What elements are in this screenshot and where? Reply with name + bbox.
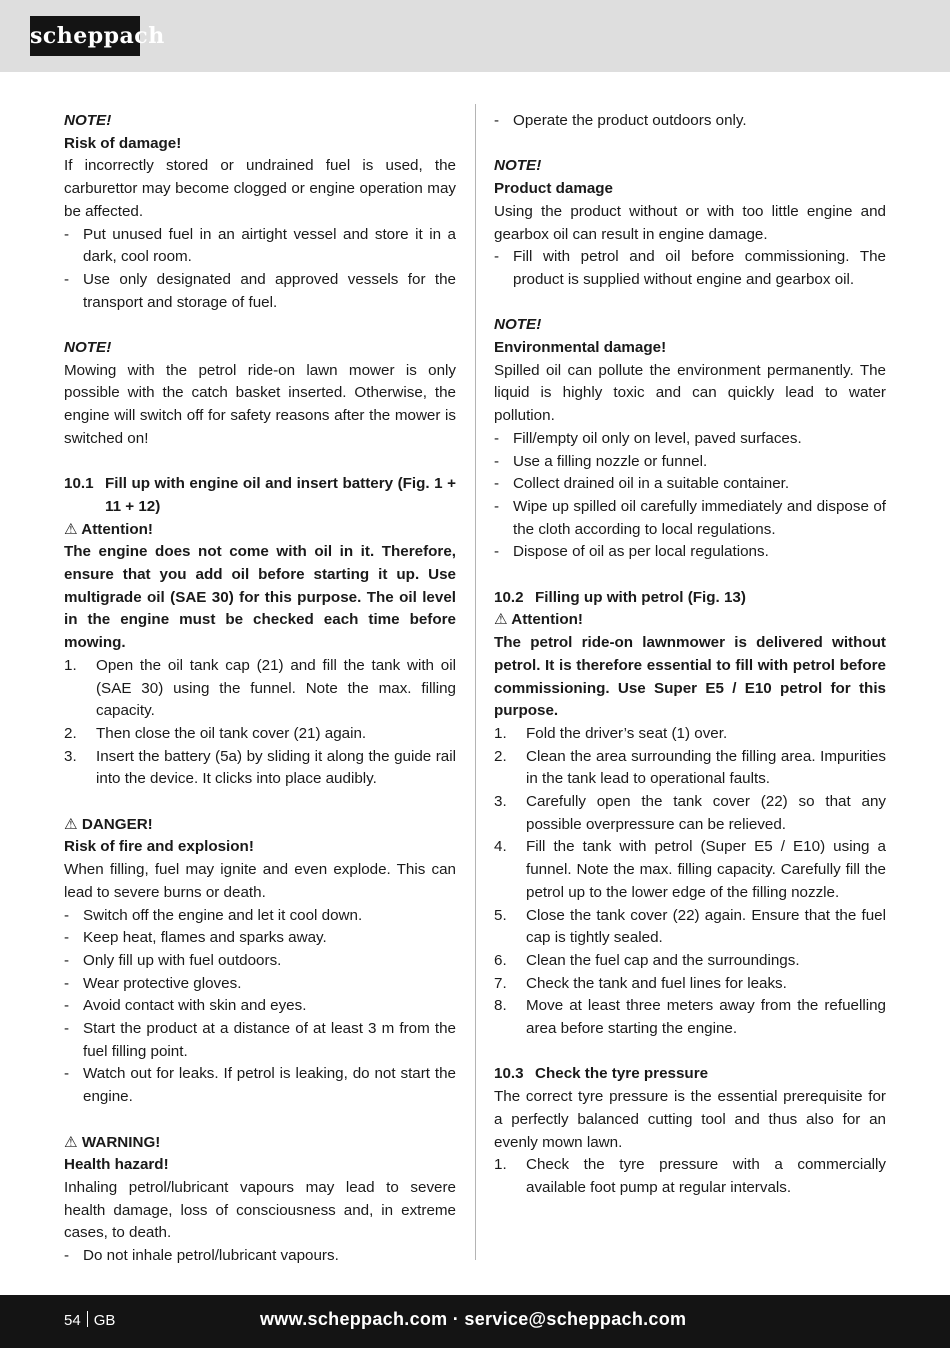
scheppach-logo: scheppach xyxy=(30,16,140,56)
list-item: - Watch out for leaks. If petrol is leaking, do not start the engine. xyxy=(64,1065,456,1106)
note-text: If incorrectly stored or undrained fuel is used, the carburettor may become clogged or engine operation may be affected. xyxy=(64,157,456,220)
step-item: 1. Fold the driver’s seat (1) over. xyxy=(494,724,728,742)
step-item: 4. Fill the tank with petrol (Super E5 / E10) using a funnel. Note the max. filling capacity. Carefully fill the petrol up to the lower edge of the filling nozzle. xyxy=(494,838,886,901)
step-item: 7. Check the tank and fuel lines for leaks. xyxy=(494,974,787,992)
note-label: NOTE! xyxy=(494,157,542,175)
step-item: 1. Check the tyre pressure with a commercially available foot pump at regular intervals. xyxy=(494,1156,886,1196)
note-title: Product damage xyxy=(494,180,613,198)
step-item: 5. Close the tank cover (22) again. Ensure that the fuel cap is tightly sealed. xyxy=(494,906,886,947)
note-label: NOTE! xyxy=(64,339,112,357)
warning-triangle-icon: ⚠ xyxy=(64,815,78,833)
list-item: - Fill with petrol and oil before commissioning. The product is supplied without engine and gearbox oil. xyxy=(494,248,886,288)
right-column xyxy=(494,110,886,1200)
note-text: Using the product without or with too little engine and gearbox oil can result in engine damage. xyxy=(494,202,886,243)
page-header xyxy=(0,0,950,72)
footer-contact: www.scheppach.com · service@scheppach.com xyxy=(260,1309,687,1329)
note-label: NOTE! xyxy=(494,316,542,334)
section-heading-10-3: 10.3 Check the tyre pressure xyxy=(494,1065,709,1083)
list-item: - Start the product at a distance of at least 3 m from the fuel filling point. xyxy=(64,1020,456,1060)
step-item: 6. Clean the fuel cap and the surroundings. xyxy=(494,951,800,969)
note-text: Mowing with the petrol ride-on lawn mower is only possible with the catch basket inserted. Otherwise, the engine will switch off for safety reasons after the mower is switched on! xyxy=(64,361,456,447)
list-item: - Collect drained oil in a suitable container. xyxy=(494,475,790,493)
step-item: 1. Open the oil tank cap (21) and fill the tank with oil (SAE 30) using the funnel. Note the max. filling capacity. xyxy=(64,656,456,720)
section-heading-10-2: 10.2 Filling up with petrol (Fig. 13) xyxy=(494,588,746,606)
danger-label: ⚠ DANGER! xyxy=(64,815,153,833)
step-item: 3. Carefully open the tank cover (22) so that any possible overpressure can be relieved. xyxy=(494,793,886,833)
list-item: - Only fill up with fuel outdoors. xyxy=(64,951,282,969)
note-label: NOTE! xyxy=(64,112,112,129)
note-text: Spilled oil can pollute the environment permanently. The liquid is highly toxic and can quickly lead to water pollution. xyxy=(494,361,886,425)
section-heading-10-1: 10.1 Fill up with engine oil and insert battery (Fig. 1 + 11 + 12) xyxy=(64,475,456,515)
list-item: - Use only designated and approved vessels for the transport and storage of fuel. xyxy=(64,270,456,311)
attention-line: ⚠ Attention! xyxy=(494,611,583,629)
list-item: - Keep heat, flames and sparks away. xyxy=(64,929,327,947)
attention-text: The petrol ride-on lawnmower is delivered without petrol. It is therefore essential to fill with petrol before commissioning. Use Super E5 / E10 petrol for this purpose. xyxy=(494,634,886,720)
list-item: - Put unused fuel in an airtight vessel and store it in a dark, cool room. xyxy=(64,225,456,266)
step-item: 3. Insert the battery (5a) by sliding it along the guide rail into the device. It clicks into place audibly. xyxy=(64,747,456,788)
language-code: GB xyxy=(93,1312,116,1329)
page-number: 54 GB xyxy=(64,1312,116,1329)
list-item: - Switch off the engine and let it cool down. xyxy=(64,906,363,924)
step-item: 2. Clean the area surrounding the filling area. Impurities in the tank lead to operational faults. xyxy=(494,747,886,788)
list-item: - Wear protective gloves. xyxy=(64,974,242,992)
list-item: - Wipe up spilled oil carefully immediately and dispose of the cloth according to local regulations. xyxy=(494,497,886,538)
list-item: - Dispose of oil as per local regulations. xyxy=(494,543,769,561)
list-item: - Do not inhale petrol/lubricant vapours. xyxy=(64,1247,339,1265)
warning-label: ⚠ WARNING! xyxy=(64,1133,161,1151)
page-footer xyxy=(0,1295,950,1348)
warning-text: Inhaling petrol/lubricant vapours may lead to severe health damage, loss of consciousness and, in extreme cases, to death. xyxy=(64,1178,456,1242)
list-item: - Operate the product outdoors only. xyxy=(494,112,747,129)
danger-title: Risk of fire and explosion! xyxy=(64,838,254,856)
step-item: 2. Then close the oil tank cover (21) again. xyxy=(64,724,367,742)
danger-text: When filling, fuel may ignite and even explode. This can lead to severe burns or death. xyxy=(64,861,456,901)
warning-title: Health hazard! xyxy=(64,1156,169,1174)
footer-separator xyxy=(87,1311,88,1327)
warning-triangle-icon: ⚠ xyxy=(64,1133,78,1151)
note-title: Environmental damage! xyxy=(494,339,667,356)
attention-text: The engine does not come with oil in it. Therefore, ensure that you add oil before starting it up. Use multigrade oil (SAE 30) for this purpose. The oil level in the engine must be checked each time before mowing. xyxy=(64,543,456,652)
list-item: - Fill/empty oil only on level, paved surfaces. xyxy=(494,429,802,447)
step-item: 8. Move at least three meters away from the refuelling area before starting the engine. xyxy=(494,997,886,1038)
left-column xyxy=(64,110,456,1268)
note-title: Risk of damage! xyxy=(64,134,182,152)
warning-triangle-icon: ⚠ xyxy=(64,520,78,538)
list-item: - Use a filling nozzle or funnel. xyxy=(494,452,708,470)
warning-triangle-icon: ⚠ xyxy=(494,611,508,629)
attention-line: ⚠ Attention! xyxy=(64,520,153,538)
section-text: The correct tyre pressure is the essential prerequisite for a perfectly balanced cutting tool and thus also for an evenly mown lawn. xyxy=(494,1088,886,1151)
column-divider xyxy=(475,104,476,1260)
list-item: - Avoid contact with skin and eyes. xyxy=(64,997,307,1015)
